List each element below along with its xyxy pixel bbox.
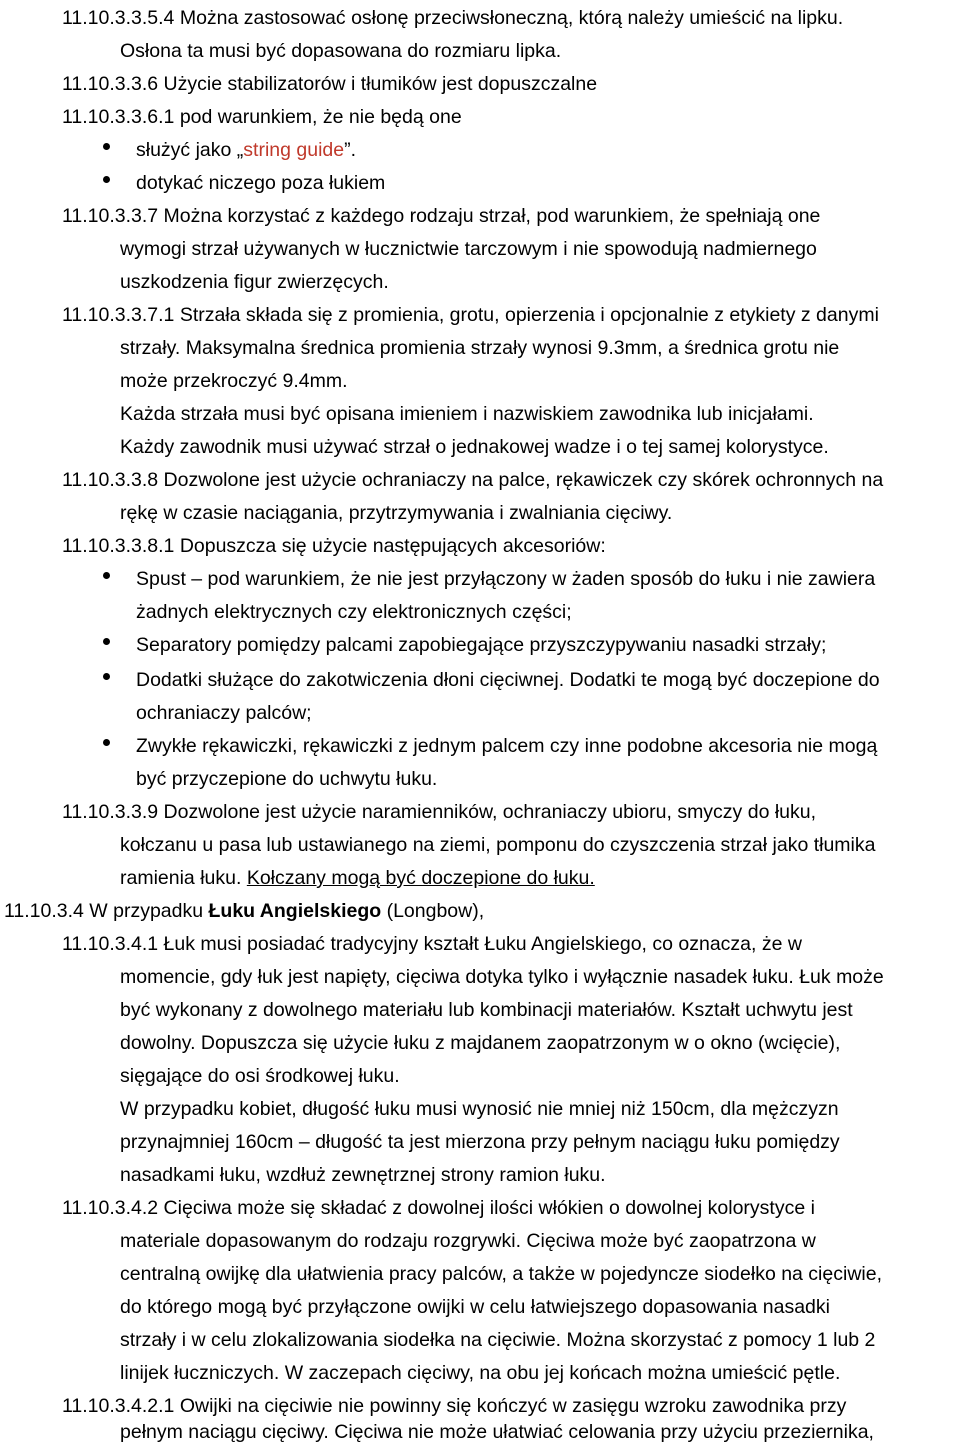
paragraph-line: 11.10.3.3.7 Można korzystać z każdego rodzaju strzał, pod warunkiem, że spełniają one [62, 205, 821, 227]
bold-term: Łuku Angielskiego [208, 900, 382, 922]
bullet-icon [103, 572, 110, 579]
paragraph-line: wymogi strzał używanych w łucznictwie tarczowym i nie spowodują nadmiernego [120, 238, 817, 260]
paragraph-line: dowolny. Dopuszcza się użycie łuku z majdanem zaopatrzonym w o okno (wcięcie), [120, 1032, 841, 1054]
bullet-item: Spust – pod warunkiem, że nie jest przyłączony w żaden sposób do łuku i nie zawiera [136, 568, 876, 590]
highlighted-term: string guide [243, 139, 345, 161]
paragraph-line: strzały i w celu zlokalizowania siodełka na cięciwie. Można skorzystać z pomocy 1 lub 2 [120, 1329, 876, 1351]
paragraph-line: być wykonany z dowolnego materiału lub kombinacji materiałów. Kształt uchwytu jest [120, 999, 853, 1021]
paragraph-line: strzały. Maksymalna średnica promienia strzały wynosi 9.3mm, a średnica grotu nie [120, 337, 840, 359]
paragraph-line: kołczanu u pasa lub ustawianego na ziemi, pomponu do czyszczenia strzał jako tłumika [120, 834, 876, 856]
text-run: 11.10.3.4 W przypadku [4, 900, 209, 922]
text-run: (Longbow), [381, 900, 485, 922]
paragraph-line: 11.10.3.3.8.1 Dopuszcza się użycie następujących akcesoriów: [62, 535, 606, 557]
paragraph-line: rękę w czasie naciągania, przytrzymywania i zwalniania cięciwy. [120, 502, 673, 524]
bullet-icon [103, 176, 110, 183]
text-run: ramienia łuku. [120, 867, 247, 889]
text-run: służyć jako „ [136, 139, 244, 161]
paragraph-line: przynajmniej 160cm – długość ta jest mierzona przy pełnym naciągu łuku pomiędzy [120, 1131, 840, 1153]
paragraph-line: 11.10.3.3.7.1 Strzała składa się z promienia, grotu, opierzenia i opcjonalnie z etykiety z danymi [62, 304, 879, 326]
bullet-item-continuation: żadnych elektrycznych czy elektronicznych części; [136, 601, 572, 623]
bullet-icon [103, 143, 110, 150]
underlined-sentence: Kołczany mogą być doczepione do łuku. [246, 867, 595, 889]
paragraph-line: może przekroczyć 9.4mm. [120, 370, 348, 392]
paragraph-line: Osłona ta musi być dopasowana do rozmiaru lipka. [120, 40, 562, 62]
bullet-item: Zwykłe rękawiczki, rękawiczki z jednym palcem czy inne podobne akcesoria nie mogą [136, 735, 878, 757]
paragraph-line: 11.10.3.3.5.4 Można zastosować osłonę przeciwsłoneczną, którą należy umieścić na lipku. [62, 7, 844, 29]
section-heading [4, 899, 484, 923]
paragraph-line: centralną owijkę dla ułatwienia pracy palców, a także w pojedyncze siodełko na cięciwie, [120, 1263, 882, 1285]
paragraph-line: 11.10.3.4.2 Cięciwa może się składać z dowolnej ilości włókien o dowolnej kolorystyce i [62, 1197, 815, 1219]
paragraph-line: Każda strzała musi być opisana imieniem i nazwiskiem zawodnika lub inicjałami. [120, 403, 814, 425]
paragraph-line: 11.10.3.4.2.1 Owijki na cięciwie nie powinny się kończyć w zasięgu wzroku zawodnika przy [62, 1395, 847, 1417]
bullet-item-continuation: być przyczepione do uchwytu łuku. [136, 768, 438, 790]
paragraph-line: nasadkami łuku, wzdłuż zewnętrznej strony ramion łuku. [120, 1164, 606, 1186]
bullet-item: Dodatki służące do zakotwiczenia dłoni cięciwnej. Dodatki te mogą być doczepione do [136, 669, 880, 691]
paragraph-line [120, 866, 595, 890]
paragraph-line: uszkodzenia figur zwierzęcych. [120, 271, 389, 293]
paragraph-line: momencie, gdy łuk jest napięty, cięciwa dotyka tylko i wyłącznie nasadek łuku. Łuk może [120, 966, 884, 988]
bullet-icon [103, 673, 110, 680]
paragraph-line: linijek łuczniczych. W zaczepach cięciwy, na obu jej końcach można umieścić pętle. [120, 1362, 841, 1384]
paragraph-line: Każdy zawodnik musi używać strzał o jednakowej wadze i o tej samej kolorystyce. [120, 436, 829, 458]
paragraph-line: 11.10.3.4.1 Łuk musi posiadać tradycyjny kształt Łuku Angielskiego, co oznacza, że w [62, 933, 802, 955]
paragraph-line: do którego mogą być przyłączone owijki w celu łatwiejszego dopasowania nasadki [120, 1296, 830, 1318]
paragraph-line: sięgające do osi środkowej łuku. [120, 1065, 400, 1087]
bullet-item-continuation: ochraniaczy palców; [136, 702, 312, 724]
bullet-icon [103, 638, 110, 645]
text-run: ”. [344, 139, 357, 161]
paragraph-line: pełnym naciągu cięciwy. Cięciwa nie może ułatwiać celowania przy użyciu przeziernika, [120, 1421, 874, 1443]
paragraph-line: materiale dopasowanym do rodzaju rozgrywki. Cięciwa może być zaopatrzona w [120, 1230, 816, 1252]
paragraph-line: 11.10.3.3.6 Użycie stabilizatorów i tłumików jest dopuszczalne [62, 73, 598, 95]
paragraph-line: 11.10.3.3.8 Dozwolone jest użycie ochraniaczy na palce, rękawiczek czy skórek ochronnych na [62, 469, 884, 491]
paragraph-line: W przypadku kobiet, długość łuku musi wynosić nie mniej niż 150cm, dla mężczyzn [120, 1098, 839, 1120]
paragraph-line: 11.10.3.3.6.1 pod warunkiem, że nie będą one [62, 106, 462, 128]
bullet-item [136, 138, 356, 162]
bullet-item: dotykać niczego poza łukiem [136, 172, 386, 194]
bullet-item: Separatory pomiędzy palcami zapobiegające przyszczypywaniu nasadki strzały; [136, 634, 827, 656]
bullet-icon [103, 739, 110, 746]
paragraph-line: 11.10.3.3.9 Dozwolone jest użycie naramienników, ochraniaczy ubioru, smyczy do łuku, [62, 801, 817, 823]
